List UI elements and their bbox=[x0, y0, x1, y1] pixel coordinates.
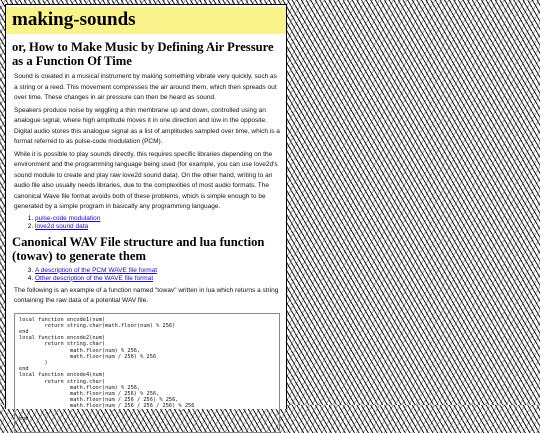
reference-list-2 bbox=[10, 267, 282, 283]
intro-paragraph-3: While it is possible to play sounds directly, this requires specific libraries depending on the environment and the programming language being used (for example, you can use love2d's sound module to create and play raw love2d sound data). On the other hand, writing to an audio file also usually needs libraries, due to the complexities of most audio formats. The canonical Wave file format avoids both of these problems, which is simple enough to be generated by a simple program in basically any programming language. bbox=[14, 150, 278, 210]
intro-paragraph-1: Sound is created in a musical instrument by making something vibrate very quickly, such as a string or a reed. This movement compresses the air around them, which then spreads out over time. These changes in air pressure can then be heard as sound. bbox=[14, 73, 277, 101]
list-item bbox=[35, 267, 282, 275]
reference-list-1 bbox=[10, 215, 282, 231]
pcm-link[interactable]: pulse-code modulation bbox=[35, 214, 101, 222]
page-title: making-sounds bbox=[6, 7, 286, 34]
pcm-wave-format-link[interactable]: A description of the PCM WAVE file format bbox=[35, 266, 158, 274]
intro-paragraph-2: Speakers produce noise by wiggling a thin membrane up and down, controlled using an analogue signal, where high amplitude moves it in one direction and low in the opposite. Digital audio stores this analogue signal as a list of amplitudes sampled over time, which is a format referred to as pulse-code modulation (PCM). bbox=[14, 106, 280, 145]
list-item bbox=[35, 275, 282, 283]
section-heading-wav: Canonical WAV File structure and lua function (towav) to generate them bbox=[12, 234, 265, 263]
list-item bbox=[35, 223, 282, 231]
love2d-sound-data-link[interactable]: love2d sound data bbox=[35, 222, 89, 230]
page-subtitle: or, How to Make Music by Defining Air Pressure as a Function Of Time bbox=[12, 40, 274, 68]
towav-description: The following is an example of a function named "towav" written in lua which returns a string containing the raw data of a potential WAV file. bbox=[14, 286, 279, 304]
code-block: local function encode1(num) return string.char(math.floor(num) % 256) end local function encode2(num) return string.char( math.floor(num) % 256, math.floor(num / 256) % 256 ) end local function encode4(num) return string.char( math.floor(num) % 256, math.floor(num / 256) % 256, math.floor(num / 256 / 256) % 256, math.floor(num / 256 / 256 / 256) % 256 ) end bbox=[14, 313, 280, 433]
list-item bbox=[35, 215, 282, 223]
wave-format-description-link[interactable]: Other description of the WAVE file format bbox=[35, 274, 154, 282]
article-page bbox=[5, 4, 287, 422]
